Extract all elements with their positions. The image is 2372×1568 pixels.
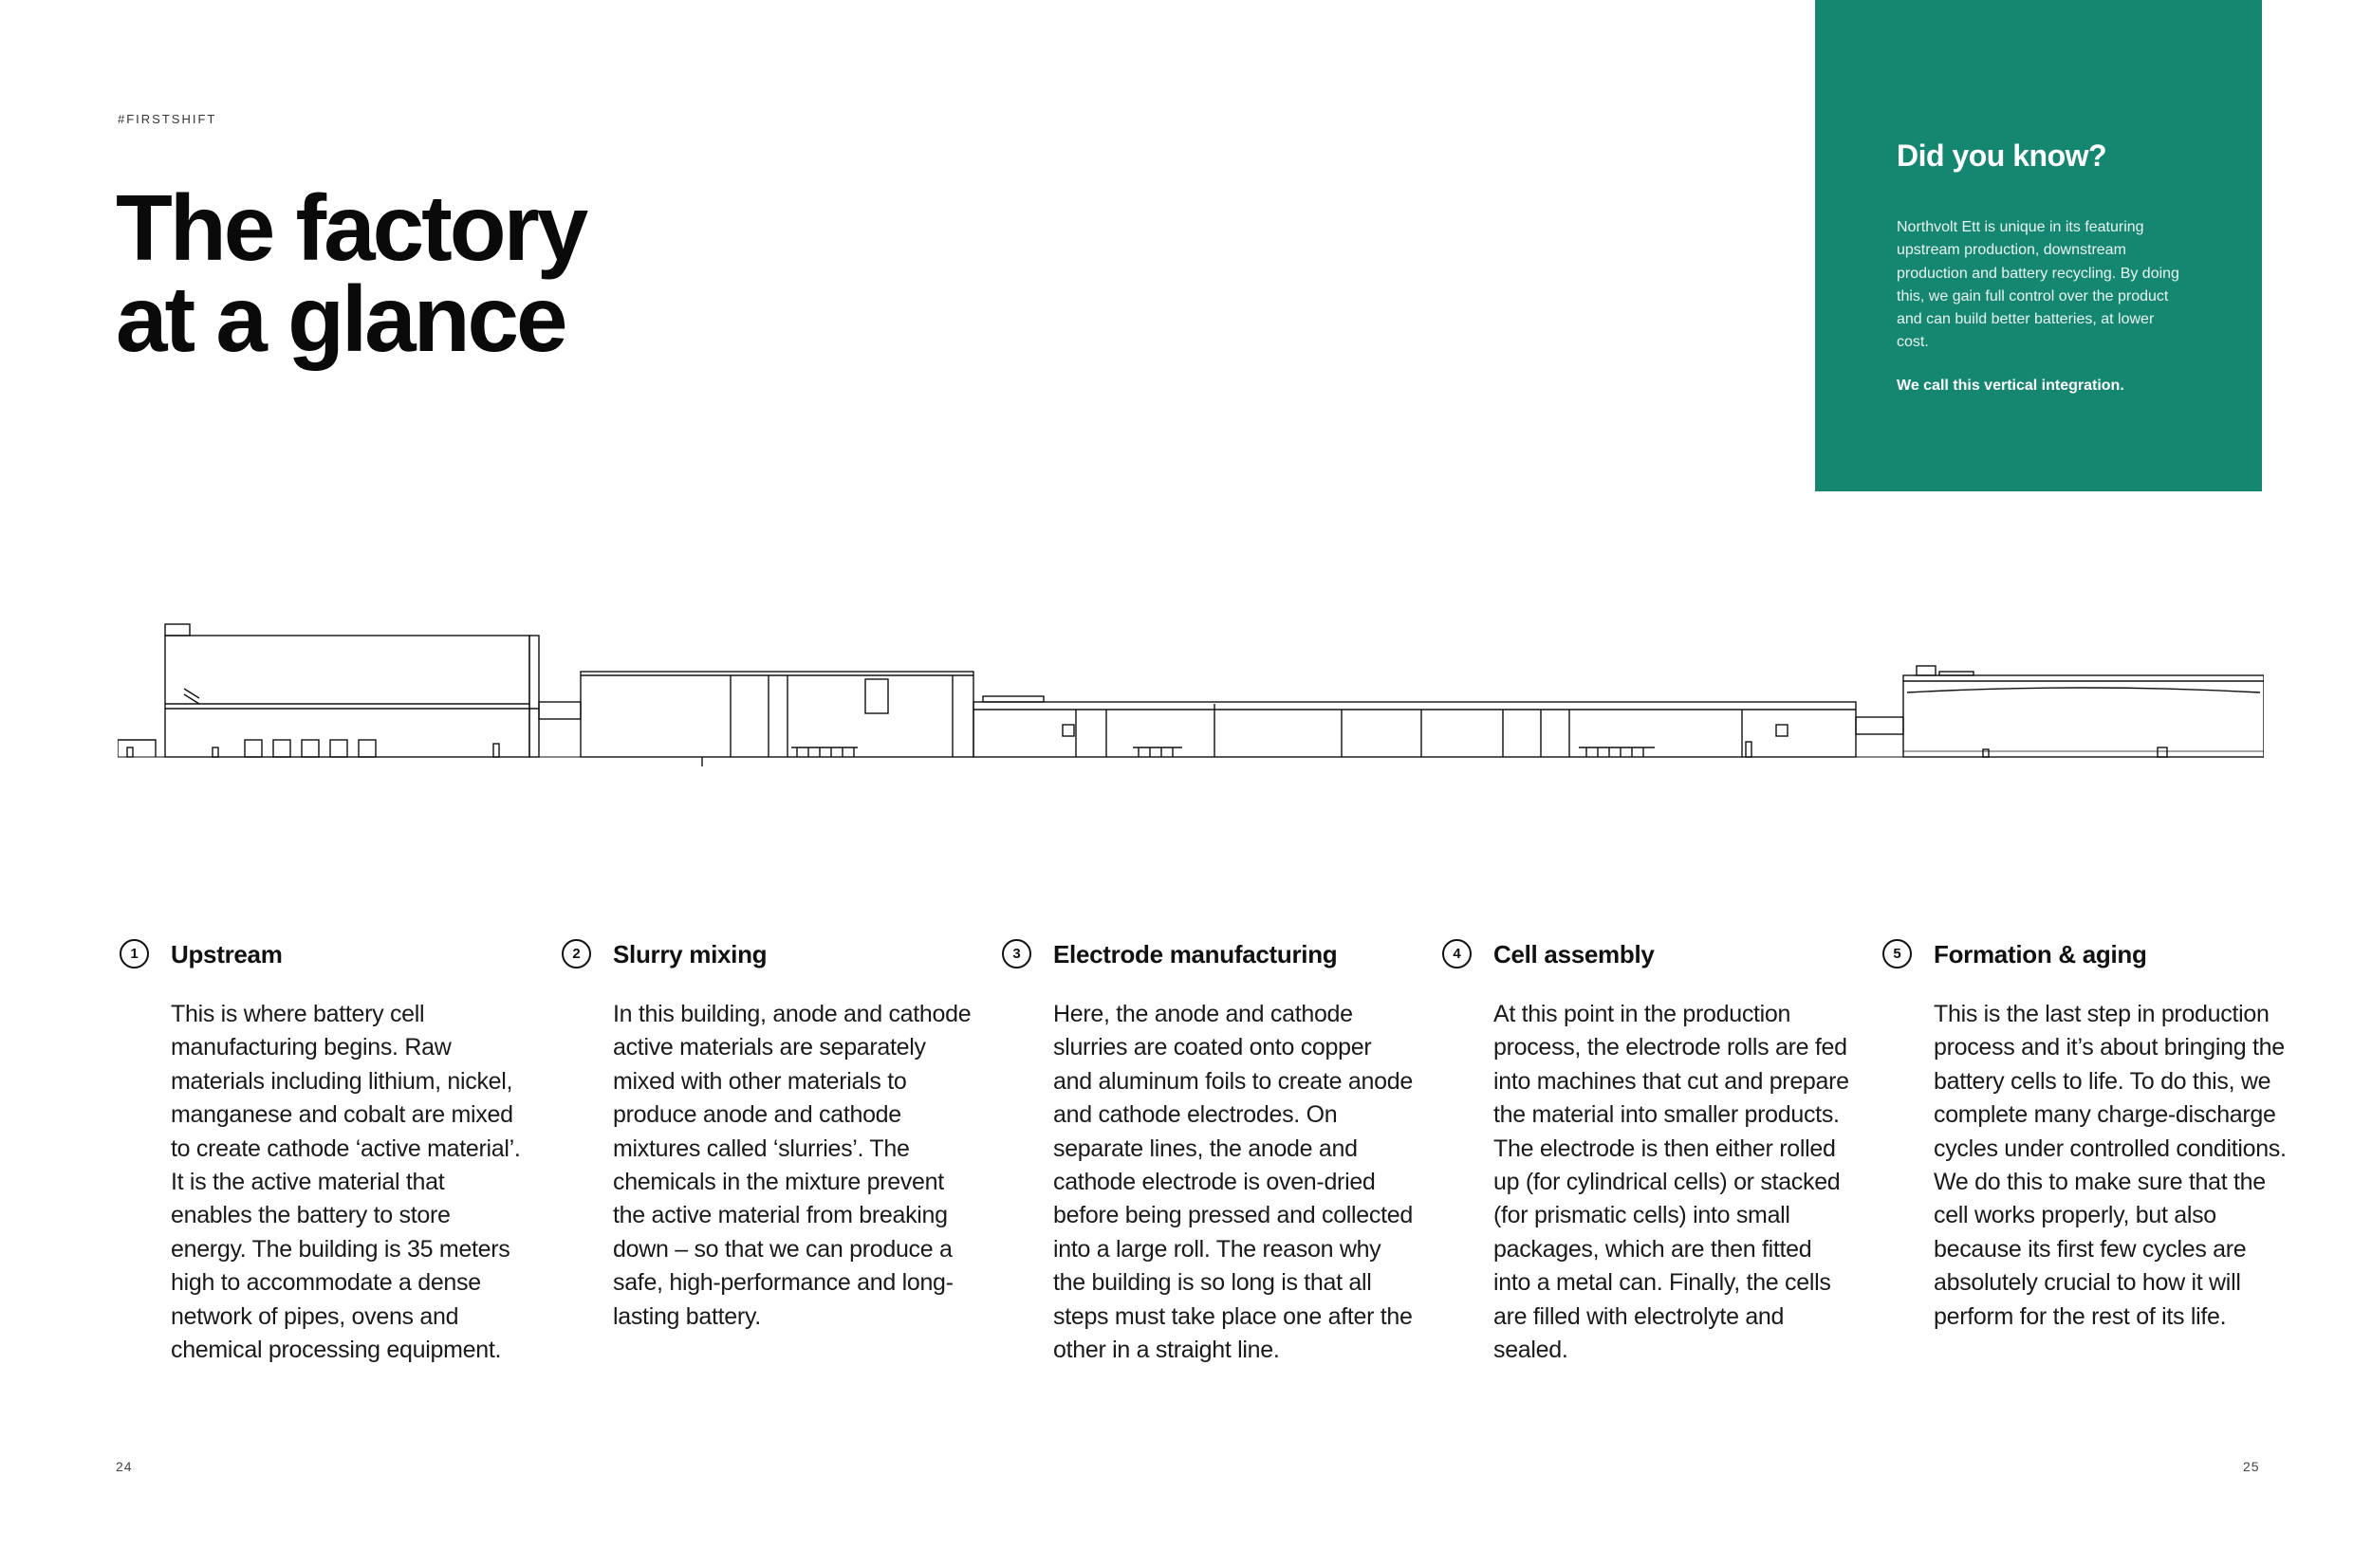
step-number-badge: 5 (1882, 939, 1912, 968)
page-number-left: 24 (116, 1459, 133, 1474)
step-number-badge: 1 (120, 939, 149, 968)
building-formation-aging (1903, 666, 2264, 757)
step-number-badge: 4 (1442, 939, 1472, 968)
step-body: This is the last step in production process and it’s about bringing the battery cells to life. To do this, we complete many charge-discharge cycles under controlled conditions. We do this to make sure that the cell works properly, but also because its first few cycles are absolutely crucial to how it will perform for the rest of its life. (1934, 1001, 2287, 1330)
step-title: Electrode manufacturing (1053, 940, 1338, 968)
step-upstream (130, 939, 531, 1367)
factory-elevation-drawing (118, 618, 2264, 772)
step-title: Cell assembly (1493, 940, 1655, 968)
step-title: Slurry mixing (613, 940, 768, 968)
building-slurry-mixing (581, 672, 973, 766)
step-slurry-mixing (572, 939, 973, 1334)
page-title-line-2: at a glance (116, 267, 565, 371)
hashtag-label: #FIRSTSHIFT (118, 112, 217, 126)
step-body: Here, the anode and cathode slurries are coated onto copper and aluminum foils to create anode and cathode electrodes. On separate lines, the anode and cathode electrode is oven-dried before being pressed and collected into a large roll. The reason why the building is so long is that all steps must take place one after the other in a straight line. (1053, 1001, 1413, 1364)
step-body: At this point in the production process, the electrode rolls are fed into machines that cut and prepare the material into smaller products. The electrode is then either rolled up (for cylindrical cells) or stacked (for prismatic cells) into small packages, which are then fitted into a metal can. Finally, the cells are filled with electrolyte and sealed. (1493, 1001, 1849, 1364)
step-body: This is where battery cell manufacturing begins. Raw materials including lithium, nickel, manganese and cobalt are mixed to create cathode ‘active material’. It is the active material that enables the battery to store energy. The building is 35 meters high to accommodate a dense network of pipes, ovens and chemical processing equipment. (171, 1001, 521, 1364)
step-number-badge: 3 (1002, 939, 1031, 968)
step-body: In this building, anode and cathode active materials are separately mixed with other materials to produce anode and cathode mixtures called ‘slurries’. The chemicals in the mixture prevent the active material from breaking down – so that we can produce a safe, high-performance and long-lasting battery. (613, 1001, 972, 1330)
step-cell-assembly (1453, 939, 1854, 1367)
step-title: Formation & aging (1934, 940, 2147, 968)
callout-title: Did you know? (1897, 138, 2107, 173)
step-electrode-manufacturing (1012, 939, 1414, 1367)
step-formation-aging (1893, 939, 2294, 1334)
page-title (116, 175, 586, 371)
building-upstream (118, 624, 539, 757)
page-number-right: 25 (2243, 1459, 2260, 1474)
callout-body: Northvolt Ett is unique in its featuring upstream production, downstream production and battery recycling. By doing this, we gain full control over the product and can build better batteries, at lower cost. (1897, 219, 2179, 351)
step-number-badge: 2 (562, 939, 591, 968)
did-you-know-callout (1815, 0, 2262, 491)
step-title: Upstream (171, 940, 283, 968)
callout-emphasis: We call this vertical integration. (1897, 378, 2124, 394)
building-electrode-cell (973, 696, 1856, 757)
page-title-line-1: The factory (116, 175, 586, 280)
